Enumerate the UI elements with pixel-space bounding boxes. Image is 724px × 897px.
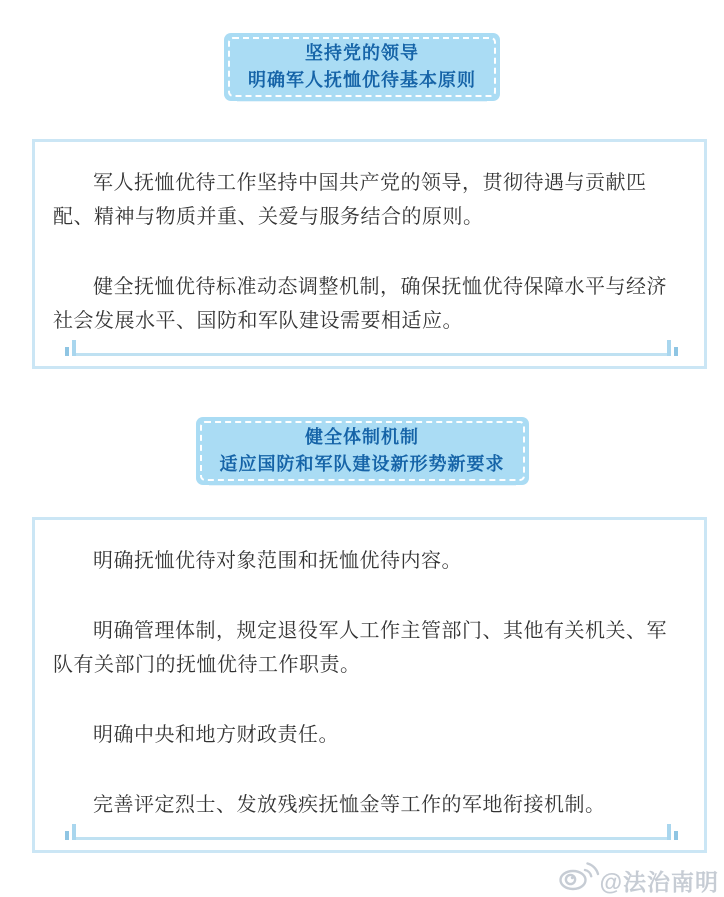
paragraph: 明确管理体制，规定退役军人工作主管部门、其他有关机关、军队有关部门的抚恤优待工作职责。 [53,620,667,676]
decoration-bar [667,340,671,356]
decoration-line [76,837,667,840]
watermark-handle: @法治南明 [599,869,719,895]
paragraph: 明确中央和地方财政责任。 [93,724,339,746]
watermark [558,857,719,897]
content-box-mechanism [32,517,707,853]
badge-title-line2: 明确军人抚恤优待基本原则 [248,70,476,90]
paragraph: 军人抚恤优待工作坚持中国共产党的领导，贯彻待遇与贡献匹配、精神与物质并重、关爱与服务结合的原则。 [53,172,647,228]
paragraph: 完善评定烈士、发放残疾抚恤金等工作的军地衔接机制。 [93,794,606,816]
decoration-bar [65,347,69,356]
bottom-decoration [65,340,678,356]
page [0,33,724,895]
weibo-icon [558,857,600,897]
section-mechanism [0,417,724,853]
badge-title-line1: 健全体制机制 [305,427,419,447]
badge-mechanism [196,417,529,485]
badge-principles [224,33,500,101]
paragraph: 健全抚恤优待标准动态调整机制，确保抚恤优待保障水平与经济社会发展水平、国防和军队建设需要相适应。 [53,276,667,332]
badge-title-line2: 适应国防和军队建设新形势新要求 [219,454,505,474]
paragraph: 明确抚恤优待对象范围和抚恤优待内容。 [93,550,462,572]
badge-title-line1: 坚持党的领导 [305,43,419,63]
decoration-bar [667,824,671,840]
decoration-bar [65,831,69,840]
content-box-principles [32,139,707,369]
decoration-bar [674,831,678,840]
decoration-bar [674,347,678,356]
section-principles [0,33,724,369]
bottom-decoration [65,824,678,840]
decoration-line [76,353,667,356]
